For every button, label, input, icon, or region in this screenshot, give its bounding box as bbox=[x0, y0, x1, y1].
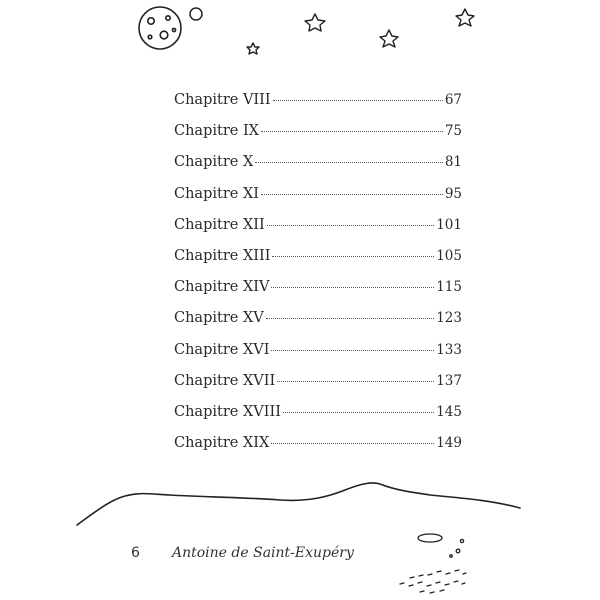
toc-entry-label: Chapitre XVII bbox=[174, 372, 276, 389]
toc-entry-label: Chapitre XIX bbox=[174, 435, 270, 452]
toc-entry[interactable] bbox=[174, 154, 462, 185]
toc-leader-dots bbox=[261, 131, 443, 132]
table-of-contents bbox=[174, 92, 462, 466]
toc-entry-label: Chapitre XII bbox=[174, 216, 265, 233]
small-moon-icon bbox=[190, 8, 202, 20]
toc-leader-dots bbox=[266, 318, 434, 319]
toc-entry[interactable] bbox=[174, 435, 462, 466]
star-icon bbox=[247, 43, 259, 54]
toc-entry-page: 67 bbox=[444, 92, 462, 108]
planet-icon bbox=[139, 7, 181, 49]
star-icon bbox=[456, 9, 474, 26]
toc-entry-page: 149 bbox=[436, 435, 462, 452]
toc-leader-dots bbox=[255, 162, 443, 163]
footer-author: Antoine de Saint-Exupéry bbox=[172, 545, 354, 561]
toc-entry-label: Chapitre XI bbox=[174, 185, 259, 202]
toc-leader-dots bbox=[272, 256, 434, 257]
toc-entry-page: 95 bbox=[444, 185, 462, 202]
star-icon bbox=[380, 30, 398, 47]
toc-entry-label: Chapitre VIII bbox=[174, 92, 271, 108]
toc-entry[interactable] bbox=[174, 123, 462, 154]
toc-entry-page: 81 bbox=[444, 154, 462, 171]
toc-leader-dots bbox=[271, 350, 434, 351]
toc-leader-dots bbox=[271, 443, 434, 444]
toc-entry-page: 105 bbox=[436, 247, 462, 264]
toc-entry-label: Chapitre XIV bbox=[174, 279, 270, 296]
toc-entry[interactable] bbox=[174, 279, 462, 310]
star-icon bbox=[305, 14, 325, 31]
toc-entry-page: 75 bbox=[444, 123, 462, 140]
toc-entry-label: Chapitre X bbox=[174, 154, 254, 171]
horizon-line bbox=[77, 483, 520, 525]
toc-entry-label: Chapitre XV bbox=[174, 310, 264, 327]
toc-entry[interactable] bbox=[174, 186, 462, 217]
toc-entry-page: 145 bbox=[436, 403, 462, 420]
toc-entry-page: 115 bbox=[436, 279, 462, 296]
toc-entry[interactable] bbox=[174, 92, 462, 123]
page-number: 6 bbox=[131, 545, 140, 561]
toc-entry[interactable] bbox=[174, 342, 462, 373]
toc-entry-page: 133 bbox=[436, 341, 462, 358]
toc-entry-page: 101 bbox=[436, 216, 462, 233]
toc-entry-label: Chapitre XVIII bbox=[174, 403, 281, 420]
pebbles-icon bbox=[400, 570, 466, 593]
toc-leader-dots bbox=[283, 412, 434, 413]
toc-leader-dots bbox=[261, 194, 443, 195]
crater-icon bbox=[418, 534, 464, 557]
toc-entry[interactable] bbox=[174, 373, 462, 404]
toc-entry-label: Chapitre XVI bbox=[174, 341, 270, 358]
toc-leader-dots bbox=[277, 381, 434, 382]
toc-entry-label: Chapitre IX bbox=[174, 123, 259, 140]
toc-leader-dots bbox=[273, 100, 443, 101]
toc-entry-label: Chapitre XIII bbox=[174, 247, 271, 264]
toc-entry-page: 123 bbox=[436, 310, 462, 327]
toc-entry[interactable] bbox=[174, 217, 462, 248]
toc-entry[interactable] bbox=[174, 248, 462, 279]
toc-leader-dots bbox=[271, 287, 434, 288]
toc-entry-page: 137 bbox=[436, 372, 462, 389]
toc-leader-dots bbox=[267, 225, 434, 226]
toc-entry[interactable] bbox=[174, 404, 462, 435]
toc-entry[interactable] bbox=[174, 310, 462, 341]
